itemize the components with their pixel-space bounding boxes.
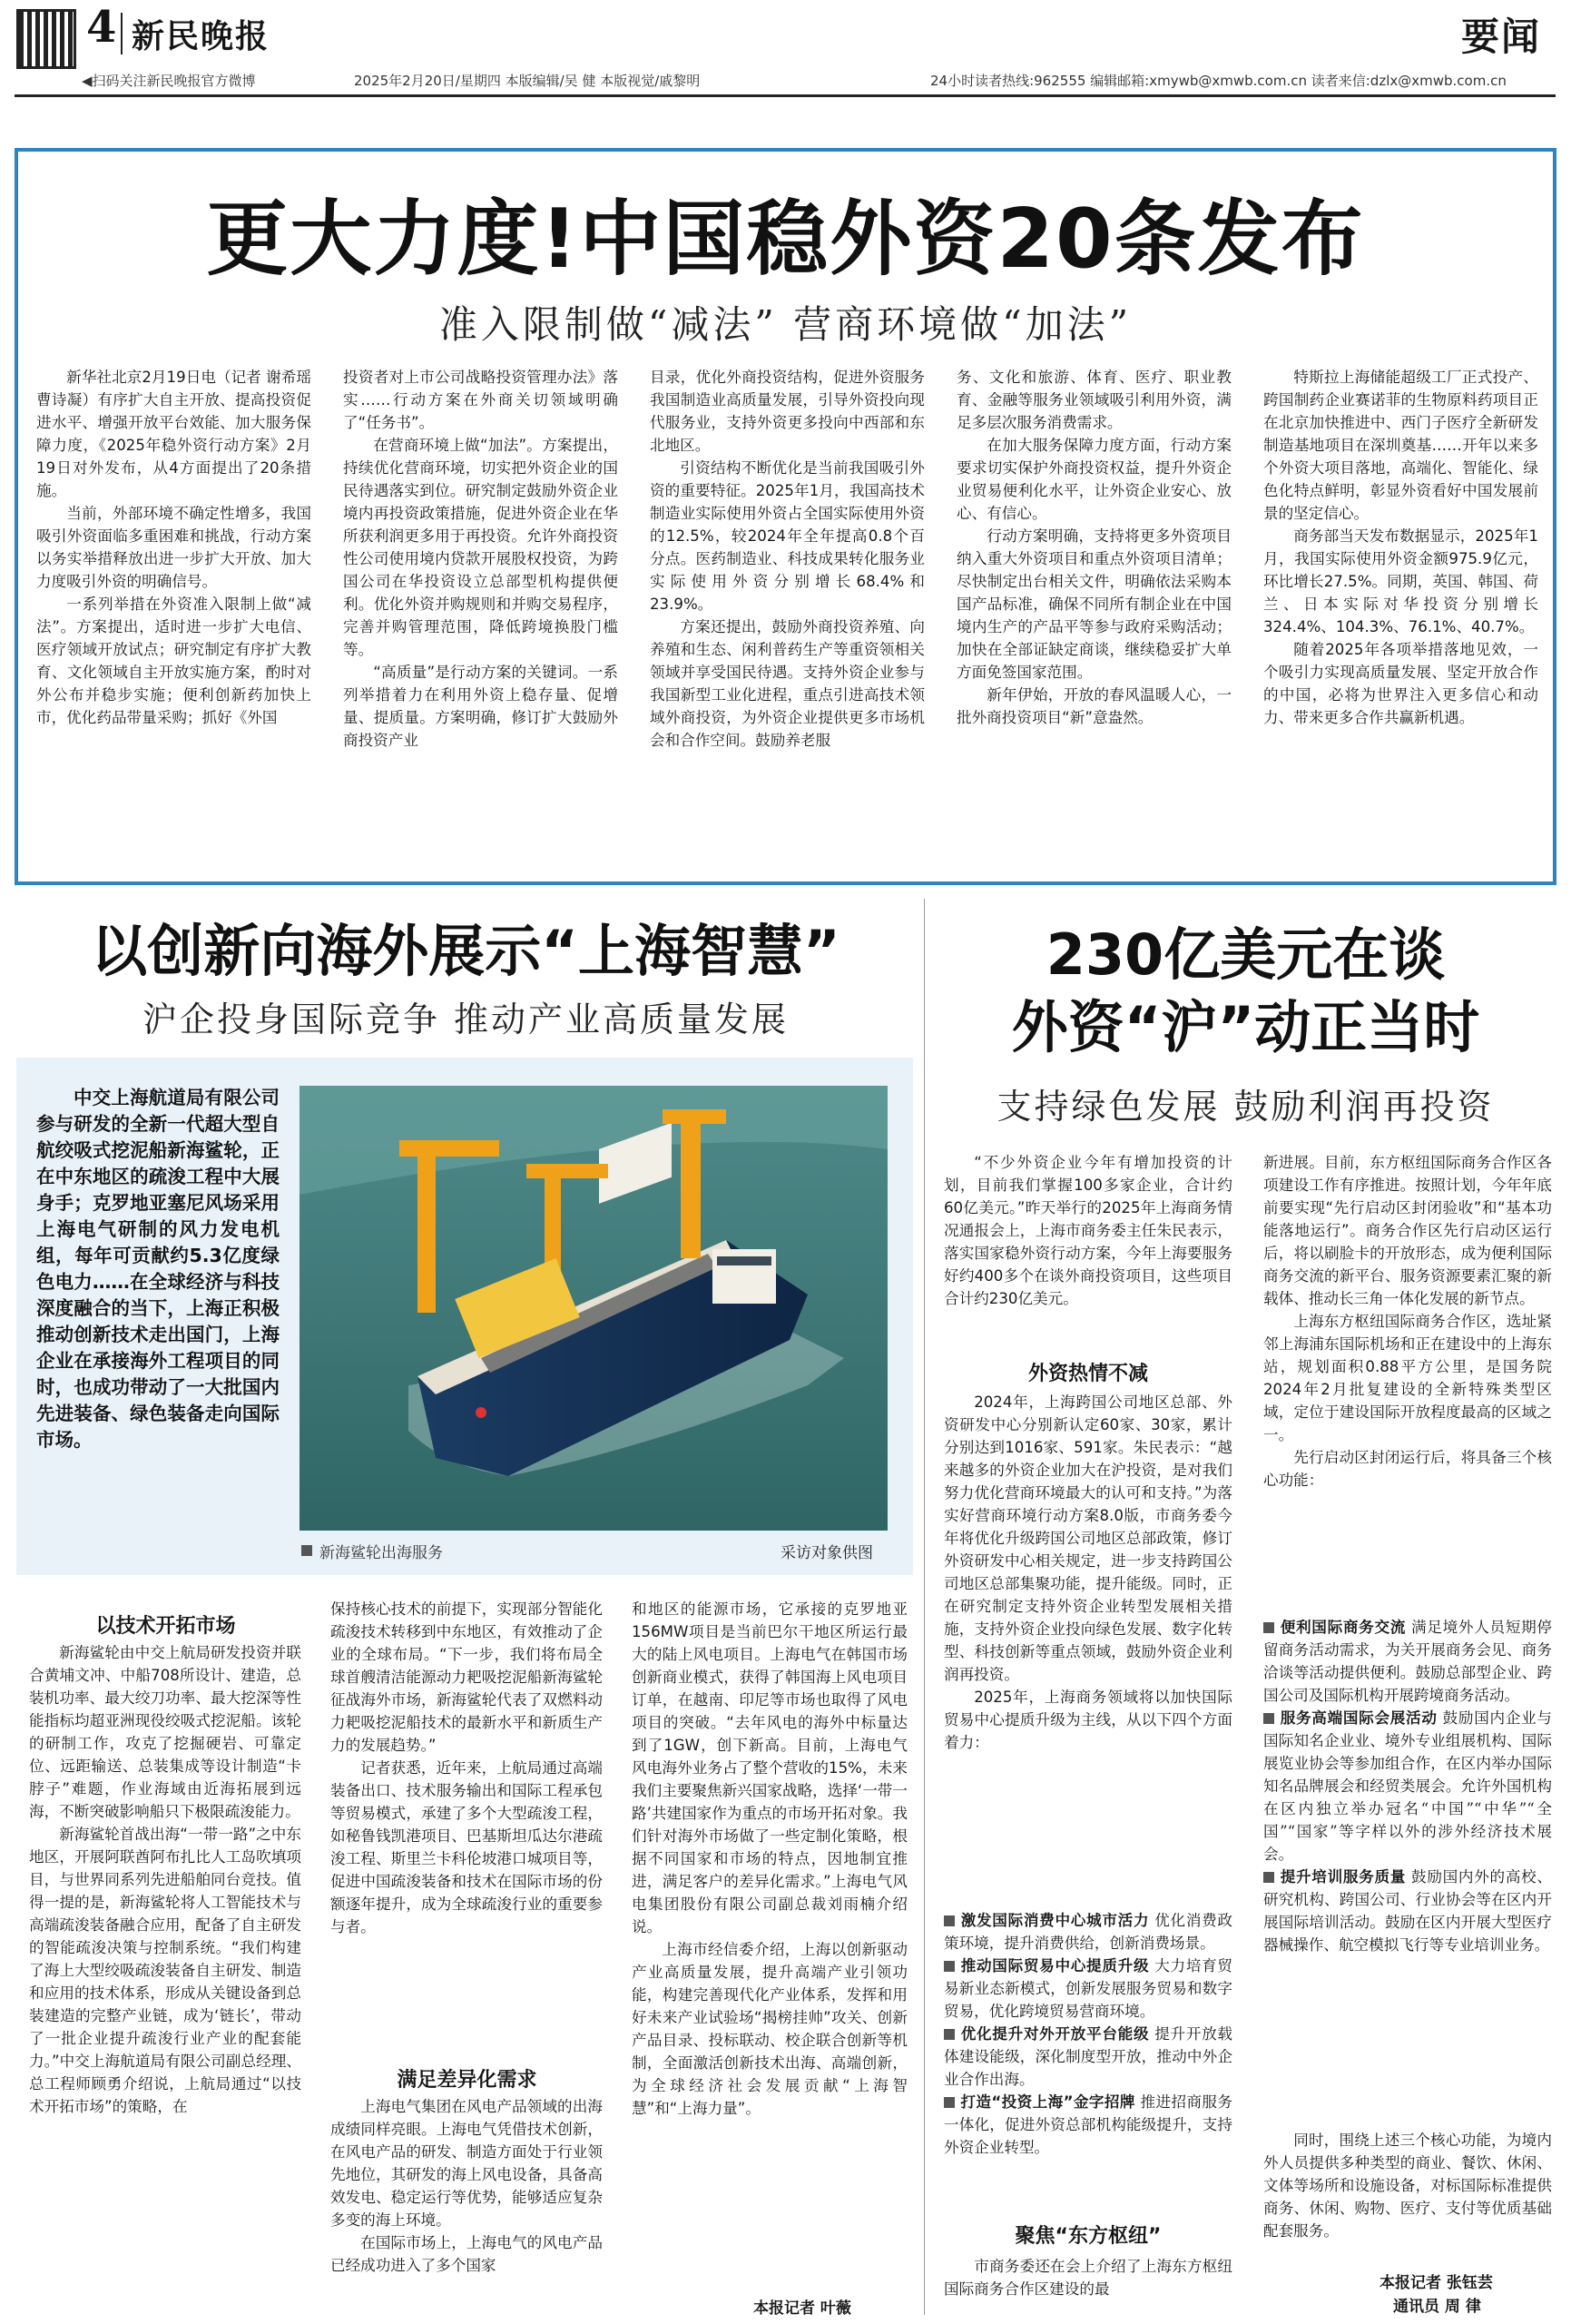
right-headline-2: 外资“沪”动正当时 bbox=[1011, 994, 1480, 1060]
left-column-b: 保持核心技术的前提下，实现部分智能化疏浚技术转移到中东地区，有效推动了企业的全球布局。“下一步，我们将布局全球首艘清洁能源动力耙吸挖泥船新海鲨轮征战海外市场，新海鲨轮代表了双燃料动力耙吸挖泥船技术的最新水平和新质生产力的发展趋势。” 记者获悉，近年来，上航局通过高端装备出口、技术服务输出和国际工程承包等贸易模式，承建了多个大型疏浚工程，如秘鲁钱凯港项目、巴基斯坦瓜达尔港疏浚工程、斯里兰卡科伦坡港口城项目等，促进中国疏浚装备和技术在国际市场的份额逐年提升，成为全球疏浚行业的重要参与者。 bbox=[330, 1600, 603, 1935]
photo-caption: 新海鲨轮出海服务 bbox=[319, 1544, 443, 1562]
right-byline-reporter: 本报记者 张钰芸 bbox=[1380, 2274, 1493, 2292]
subheading-hot: 外资热情不减 bbox=[1027, 1363, 1148, 1385]
scan-hint: ◀扫码关注新民晚报官方微博 bbox=[82, 73, 256, 89]
lead-column-2: 投资者对上市公司战略投资管理办法》落实……行动方案在外商关切领域明确了“任务书”。 在营商环境上做“加法”。方案提出，持续优化营商环境，切实把外资企业的国民待遇落实到位。研究制定鼓励外资企业境内再投资政策措施，促进外资企业在华所获利润更多用于再投资。允许外商投资性公司使用境内贷款开展股权投资，为跨国公司在华投资设立总部型机构提供便利。优化外资并购规则和并购交易程序，完善并购管理范围，降低跨境换股门槛等。 “高质量”是行动方案的关键词。一系列举措着力在利用外资上稳存量、促增量、提质量。方案明确，修订扩大鼓励外商投资产业 bbox=[343, 369, 618, 749]
lead-headline: 更大力度!中国稳外资20条发布 bbox=[206, 192, 1365, 287]
left-column-b2: 上海电气集团在风电产品领域的出海成绩同样亮眼。上海电气凭借技术创新，在风电产品的研发、制造方面处于行业领先地位，其研发的海上风电设备，具备高效发电、稳定运行等优势，能够适应复杂多变的海上环境。 在国际市场上，上海电气的风电产品已经成功进入了多个国家 bbox=[330, 2098, 603, 2274]
contact-info: 24小时读者热线:962555 编辑邮箱:xmywb@xmwb.com.cn 读者来信:dzlx@xmwb.com.cn bbox=[930, 73, 1507, 89]
right-column-d3: 市商务委还在会上介绍了上海东方枢纽国际商务合作区建设的最 bbox=[944, 2258, 1232, 2298]
right-column-d: “不少外资企业今年有增加投资的计划，目前我们掌握100多家企业，合计约60亿美元。”昨天举行的2025年上海商务情况通报会上，上海市商务委主任朱民表示，落实国家稳外资行动方案，今年上海要服务好约400多个在谈外商投资项目，这些项目合计约230亿美元。 bbox=[944, 1154, 1232, 1307]
qr-code[interactable] bbox=[16, 9, 76, 69]
right-bullets-e: 便利国际商务交流 满足境外人员短期停留商务活动需求，为关开展商务会见、商务洽谈等活动提供便利。鼓励总部型企业、跨国公司及国际机构开展跨境商务活动。 服务高端国际会展活动 鼓励国内企业与国际知名企业业、境外专业组展机构、国际展览业协会等参加组合作，在区内举办国际知名品牌展会和经贸类展会。允许外国机构在区内独立举办冠名“中国”“中华”“全国”“国家”等字样以外的涉外经济技术展会。 提升培训服务质量 鼓励国内外的高校、研究机构、跨国公司、行业协会等在区内开展国际培训活动。鼓励在区内开展大型医疗器械操作、航空模拟飞行等专业培训业务。 bbox=[1263, 1619, 1552, 1954]
subheading-diff: 满足差异化需求 bbox=[397, 2069, 537, 2092]
lead-column-5: 特斯拉上海储能超级工厂正式投产、跨国制药企业赛诺菲的生物原料药项目正在北京加快推进中、西门子医疗全新研发制造基地项目在深圳奠基……开年以来多个外资大项目落地，高端化、智能化、绿色化特点鲜明，彰显外资看好中国发展前景的坚定信心。 商务部当天发布数据显示，2025年1月，我国实际使用外资金额975.9亿元，环比增长27.5%。同期，英国、韩国、荷兰、日本实际对华投资分别增长324.4%、104.3%、76.1%、40.7%。 随着2025年各项举措落地见效，一个吸引力实现高质量发展、坚定开放合作的中国，必将为世界注入更多信心和动力、带来更多合作共赢新机遇。 bbox=[1263, 369, 1538, 726]
caption-marker bbox=[301, 1545, 312, 1556]
left-headline: 以创新向海外展示“上海智慧” bbox=[91, 918, 840, 984]
subheading-hub: 聚焦“东方枢纽” bbox=[1015, 2225, 1162, 2248]
right-column-d2: 2024年，上海跨国公司地区总部、外资研发中心分别新认定60家、30家，累计分别达到1016家、591家。朱民表示：“越来越多的外资企业加大在沪投资，是对我们努力优化营商环境最大的认可和支持。”为落实好营商环境行动方案8.0版，市商务委今年将优化升级跨国公司地区总部政策，修订外资研发中心相关规定，进一步支持跨国公司地区总部集聚功能，提升能级。同时，正在研究制定支持外资企业转型发展相关措施，支持外资企业投向绿色发展、数字化转型、科技创新等重点领域，鼓励外资企业利润再投资。 2025年，上海商务领域将以加快国际贸易中心提质升级为主线，从以下四个方面着力： bbox=[944, 1393, 1232, 1751]
right-headline-1: 230亿美元在谈 bbox=[1046, 921, 1446, 988]
paper-name: 新民晚报 bbox=[132, 17, 270, 55]
ship-photo bbox=[299, 1086, 888, 1531]
lead-column-4: 务、文化和旅游、体育、医疗、职业教育、金融等服务业领域吸引利用外资，满足多层次服务消费需求。 在加大服务保障力度方面，行动方案要求切实保护外商投资权益，提升外资企业贸易便利化水平，让外资企业安心、放心、有信心。 行动方案明确，支持将更多外资项目纳入重大外资项目和重点外资项目清单；尽快制定出台相关文件，明确依法采购本国产品标准，确保不同所有制企业在中国境内生产的产品平等参与政府采购活动；加快在全部证缺定商谈，继续稳妥扩大单方面免签国家范围。 新年伊始，开放的春风温暖人心，一批外商投资项目“新”意盎然。 bbox=[957, 369, 1232, 726]
left-column-a: 新海鲨轮由中交上航局研发投资并联合黄埔文冲、中船708所设计、建造，总装机功率、最大绞刀功率、最大挖深等性能指标均超亚洲现役绞吸式挖泥船。该轮的研制工作，攻克了挖掘硬岩、可靠定位、远距输送、总装集成等设计制造“卡脖子”难题，作业海域由近海拓展到远海，不断突破影响船只下极限疏浚能力。 新海鲨轮首战出海“一带一路”之中东地区，开展阿联酋阿布扎比人工岛吹填项目，与世界同系列先进船舶同台竞技。值得一提的是，新海鲨轮将人工智能技术与高端疏浚装备融合应用，配备了自主研发的智能疏浚决策与控制系统。“我们构建了海上大型绞吸疏浚装备自主研发、制造和应用的技术体系，形成从关键设备到总装建造的完整产业链，成为‘链长’，带动了一批企业提升疏浚行业产业的配套能力。”中交上海航道局有限公司副总经理、总工程师顾勇介绍说，上航局通过“以技术开拓市场”的策略，在 bbox=[29, 1644, 301, 2115]
page-number: 4 bbox=[86, 2, 117, 53]
header-divider bbox=[121, 13, 123, 54]
edition-meta: 2025年2月20日/星期四 本版编辑/吴 健 本版视觉/戚黎明 bbox=[354, 73, 701, 89]
intro-text: 中交上海航道局有限公司参与研发的全新一代超大型自航绞吸式挖泥船新海鲨轮，正在中东地区的疏浚工程中大展身手；克罗地亚塞尼风场采用上海电气研制的风力发电机组，每年可贡献约5.3亿度绿色电力……在全球经济与科技深度融合的当下，上海正积极推动创新技术走出国门，上海企业在承接海外工程项目的同时，也成功带动了一大批国内先进装备、绿色装备走向国际市场。 bbox=[36, 1087, 280, 1451]
lead-column-3: 目录，优化外商投资结构，促进外资服务我国制造业高质量发展，引导外资投向现代服务业，支持外资更多投向中西部和东北地区。 引资结构不断优化是当前我国吸引外资的重要特征。2025年1月，我国高技术制造业实际使用外资占全国实际使用外资的12.5%，较2024年全年提高0.8个百分点。医药制造业、科技成果转化服务业实际使用外资分别增长68.4%和23.9%。 方案还提出，鼓励外商投资养殖、向养殖和生态、闲利普药生产等重资领相关领域并享受国民待遇。支持外资企业参与我国新型工业化进程，重点引进高技术领域外商投资，为外资企业提供更多市场机会和合作空间。鼓励养老服 bbox=[650, 369, 925, 749]
right-byline-correspondent: 通讯员 周 律 bbox=[1393, 2298, 1481, 2316]
header-rule bbox=[15, 94, 1556, 97]
left-byline: 本报记者 叶薇 bbox=[753, 2299, 851, 2318]
story-divider bbox=[924, 899, 925, 2315]
lead-column-1: 新华社北京2月19日电（记者 谢希瑶 曹诗凝）有序扩大自主开放、提高投资促进水平、增强开放平台效能、加大服务保障力度，《2025年稳外资行动方案》2月19日对外发布，从4方面提出了20条措施。 当前，外部环境不确定性增多，我国吸引外资面临多重困难和挑战，行动方案以务实举措释放出进一步扩大开放、加大力度吸引外资的明确信号。 一系列举措在外资准入限制上做“减法”。方案提出，适时进一步扩大电信、医疗领域开放试点；研究制定有序扩大教育、文化领域自主开放实施方案，酌时对外公布并稳步实施；便利创新药加快上市，优化药品带量采购；抓好《外国 bbox=[36, 369, 311, 726]
right-bullets-d: 激发国际消费中心城市活力 优化消费政策环境，提升消费供给，创新消费场景。 推动国际贸易中心提质升级 大力培育贸易新业态新模式，创新发展服务贸易和数字贸易，优化跨境贸易营商环境。 优化提升对外开放平台能级 提升开放载体建设能级，深化制度型开放，推动中外企业合作出海。 打造“投资上海”金字招牌 推进招商服务一体化，促进外资总部机构能级提升，支持外资企业转型。 bbox=[944, 1912, 1232, 2156]
right-subhead: 支持绿色发展 鼓励利润再投资 bbox=[997, 1087, 1495, 1127]
left-subhead: 沪企投身国际竞争 推动产业高质量发展 bbox=[142, 1000, 790, 1039]
left-column-c: 和地区的能源市场，它承接的克罗地亚156MW项目是当前巴尔干地区所运行最大的陆上风电项目。上海电气在韩国市场创新商业模式，获得了韩国海上风电项目订单，在越南、印尼等市场也取得了风电项目的突破。“去年风电的海外中标量达到了1GW，创下新高。目前，上海电气风电海外业务占了整个营收的15%，未来我们主要聚焦新兴国家战略，选择‘一带一路’共建国家作为重点的市场开拓对象。我们针对海外市场做了一些定制化策略，根据不同国家和市场的特点，因地制宜推进，满足客户的差异化需求。”上海电气风电集团股份有限公司副总裁刘雨楠介绍说。 上海市经信委介绍，上海以创新驱动产业高质量发展，提升高端产业引领功能，构建完善现代化产业体系，发挥和用好未来产业试验场“揭榜挂帅”攻关、创新产品目录、投标联动、校企联合创新等机制，全面激活创新技术出海、高端创新，为全球经济社会发展贡献“上海智慧”和“上海力量”。 bbox=[632, 1600, 908, 2117]
ship-illustration bbox=[299, 1086, 888, 1531]
section-label: 要闻 bbox=[1461, 15, 1542, 59]
right-column-e2: 同时，围绕上述三个核心功能，为境内外人员提供多种类型的商业、餐饮、休闲、文体等场所和设施设备，对标国际标准提供商务、休闲、购物、医疗、支付等优质基础配套服务。 bbox=[1263, 2132, 1552, 2240]
photo-credit: 采访对象供图 bbox=[781, 1544, 873, 1562]
lead-subhead: 准入限制做“减法” 营商环境做“加法” bbox=[438, 302, 1133, 347]
right-column-e: 新进展。目前，东方枢纽国际商务合作区各项建设工作有序推进。按照计划，今年年底前要实现“先行启动区封闭验收”和“基本功能落地运行”。商务合作区先行启动区运行后，将以刷脸卡的开放形态，成为便利国际商务交流的新平台、服务资源要素汇聚的新载体、推动长三角一体化发展的新节点。 上海东方枢纽国际商务合作区，选址紧邻上海浦东国际机场和正在建设中的上海东站，规划面积0.88平方公里，是国务院2024年2月批复建设的全新特殊类型区域，定位于建设国际开放程度最高的区域之一。 先行启动区封闭运行后，将具备三个核心功能： bbox=[1263, 1154, 1552, 1489]
subheading-tech: 以技术开拓市场 bbox=[95, 1615, 236, 1638]
